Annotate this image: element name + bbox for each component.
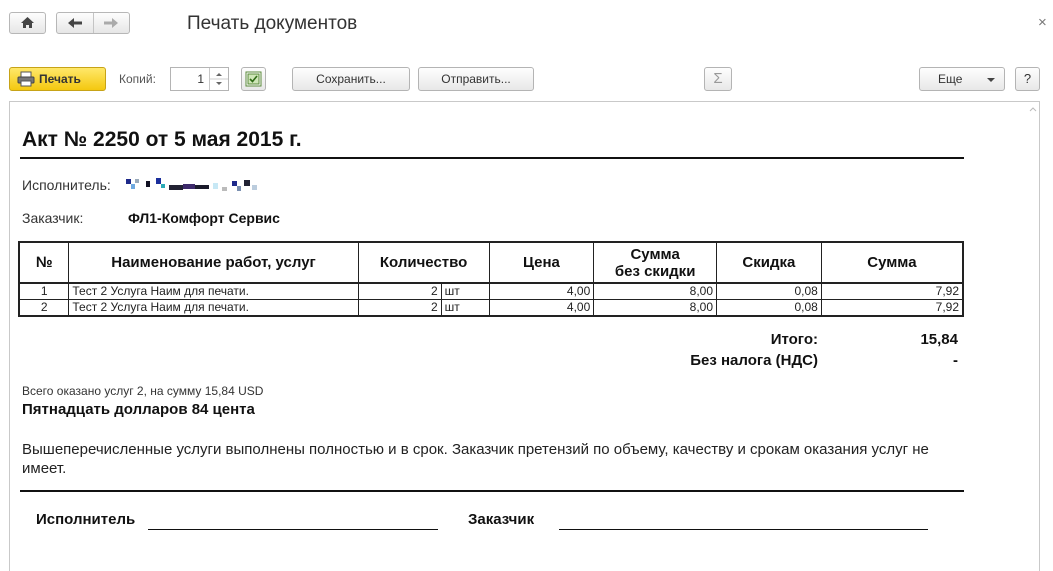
redacted-executor-name	[126, 175, 276, 195]
amount-in-words: Пятнадцать долларов 84 цента	[22, 401, 255, 418]
cell-name: Тест 2 Услуга Наим для печати.	[69, 300, 358, 317]
cell-qty-unit: шт	[444, 284, 460, 298]
cell-discount: 0,08	[717, 283, 822, 300]
cell-name: Тест 2 Услуга Наим для печати.	[69, 283, 358, 300]
col-header-quantity: Количество	[358, 242, 489, 283]
print-settings-icon	[242, 68, 265, 90]
send-button[interactable]: Отправить...	[418, 67, 534, 91]
cell-discount: 0,08	[717, 300, 822, 317]
cell-qty-value: 2	[359, 300, 442, 315]
signature-executor-label: Исполнитель	[36, 511, 136, 528]
vertical-scrollbar[interactable]	[1027, 102, 1039, 571]
total-label: Итого:	[770, 331, 818, 348]
home-button[interactable]	[9, 12, 46, 34]
customer-value: ФЛ1-Комфорт Сервис	[128, 210, 280, 226]
print-settings-button[interactable]	[241, 67, 266, 91]
col-header-sum: Сумма	[821, 242, 963, 283]
copies-label: Копий:	[119, 72, 156, 86]
table-header-row	[19, 242, 963, 283]
cell-quantity	[358, 300, 489, 317]
table-row	[19, 283, 963, 300]
cell-price: 4,00	[489, 300, 594, 317]
copies-input[interactable]	[170, 67, 229, 91]
customer-label: Заказчик:	[22, 210, 84, 226]
cell-sum: 7,92	[821, 300, 963, 317]
more-button[interactable]	[919, 67, 1005, 91]
arrow-right-icon	[94, 13, 129, 33]
more-button-label: Еще	[938, 72, 963, 86]
title-divider	[20, 157, 964, 159]
cell-number: 2	[19, 300, 69, 317]
stepper-arrows-icon	[210, 68, 228, 90]
cell-price: 4,00	[489, 283, 594, 300]
cell-quantity	[358, 283, 489, 300]
cell-sum: 7,92	[821, 283, 963, 300]
col-header-sum-no-discount	[594, 242, 717, 283]
help-button[interactable]: ?	[1015, 67, 1040, 91]
col-header-name: Наименование работ, услуг	[69, 242, 358, 283]
printer-icon	[17, 71, 35, 87]
cell-sum-no-discount: 8,00	[594, 300, 717, 317]
col-header-sum-no-discount-line2: без скидки	[614, 262, 696, 280]
vat-value: -	[953, 352, 958, 369]
print-button-label: Печать	[39, 72, 81, 86]
col-header-price: Цена	[489, 242, 594, 283]
col-header-discount: Скидка	[717, 242, 822, 283]
close-icon[interactable]: ×	[1038, 14, 1047, 31]
document-preview[interactable]	[9, 101, 1040, 571]
executor-label: Исполнитель:	[22, 177, 111, 193]
table-row	[19, 300, 963, 317]
cell-number: 1	[19, 283, 69, 300]
arrow-left-icon	[57, 13, 93, 33]
scroll-up-icon	[1027, 103, 1039, 115]
signature-executor-line	[148, 529, 438, 530]
completion-statement: Вышеперечисленные услуги выполнены полностью и в срок. Заказчик претензий по объему, качеству и срокам оказания услуг не имеет.	[22, 441, 929, 477]
forward-button[interactable]	[94, 13, 129, 33]
signature-customer-line	[559, 529, 928, 530]
copies-value: 1	[197, 72, 204, 86]
vat-label: Без налога (НДС)	[690, 352, 818, 369]
signature-customer-label: Заказчик	[468, 511, 535, 528]
save-button[interactable]: Сохранить...	[292, 67, 410, 91]
cell-qty-value: 2	[359, 284, 442, 299]
window-title: Печать документов	[187, 13, 358, 34]
copies-stepper[interactable]	[209, 68, 228, 90]
total-value: 15,84	[920, 331, 958, 348]
back-button[interactable]	[57, 13, 94, 33]
chevron-down-icon	[986, 77, 996, 83]
cell-sum-no-discount: 8,00	[594, 283, 717, 300]
col-header-number: №	[19, 242, 69, 283]
services-table	[18, 241, 964, 317]
document-title: Акт № 2250 от 5 мая 2015 г.	[22, 128, 302, 151]
signature-divider	[20, 490, 964, 492]
services-summary: Всего оказано услуг 2, на сумму 15,84 USD	[22, 384, 264, 398]
print-button[interactable]	[9, 67, 106, 91]
col-header-sum-no-discount-line1: Сумма	[630, 245, 680, 263]
home-icon	[10, 13, 45, 33]
back-forward-group	[56, 12, 130, 34]
sum-button[interactable]: Σ	[704, 67, 732, 91]
cell-qty-unit: шт	[444, 300, 460, 314]
